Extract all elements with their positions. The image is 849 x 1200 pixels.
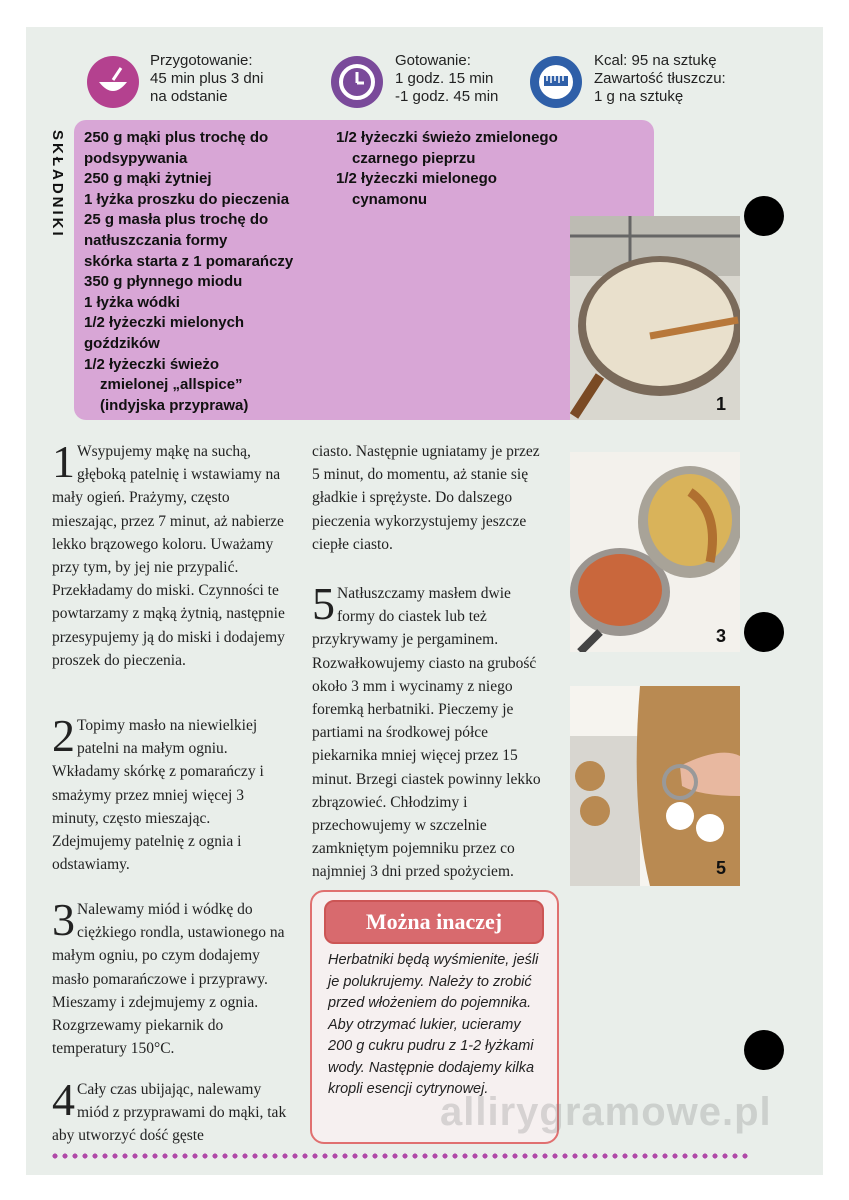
dotted-divider [50,1152,750,1160]
binder-hole [744,196,784,236]
photo-5-number: 5 [716,858,727,878]
ingredients-label: SKŁADNIKI [49,130,66,239]
photo-1-flour-pan [570,216,740,420]
step-4-continued [312,440,548,556]
ingredient-line: czarnego pieprzu [352,149,476,167]
ingredient-line: 25 g masła plus trochę do [84,211,269,229]
ingredient-line: podsypywania [84,149,188,167]
ingredient-line: zmielonej „allspice” [100,376,243,394]
step-2 [52,710,288,876]
ingredients-column-2 [336,128,586,210]
step-1-text: Wsypujemy mąkę na suchą, głęboką patelnię i wstawiamy na mały ogień. Prażymy, często mieszając, przez 7 minut, aż nabierze lekko brązowego koloru. Uważamy przy tym, by jej nie przypalić. Przekładamy do miski. Czynności te powtarzamy z mąką żytnią, następnie przesypujemy ją do miski i dodajemy proszek do pieczenia. [52,443,285,669]
step-5-number: 5 [312,578,335,629]
ingredient-line: 250 g mąki żytniej [84,170,212,188]
ingredient-line: 1/2 łyżeczki mielonego [336,170,497,188]
ingredient-line: 350 g płynnego miodu [84,273,243,291]
step-2-number: 2 [52,710,75,761]
ingredient-line: skórka starta z 1 pomarańczy [84,252,294,270]
step-4-continued-text: ciasto. Następnie ugniatamy je przez 5 minut, do momentu, aż stanie się gładkie i sprężyste. Do dalszego pieczenia wykorzystujemy jeszcze ciepłe ciasto. [312,443,540,553]
step-3 [52,894,288,1060]
ingredient-line: 1/2 łyżeczki świeżo [84,355,220,373]
ingredients-column-1 [84,128,334,416]
cook-time: Gotowanie: 1 godz. 15 min -1 godz. 45 min [395,52,499,105]
step-2-text: Topimy masło na niewielkiej patelni na małym ogniu. Wkładamy skórkę z pomarańczy i smażymy przez mniej więcej 3 minuty, często mieszając. Zdejmujemy patelnię z ognia i odstawiamy. [52,717,264,874]
step-3-text: Nalewamy miód i wódkę do ciężkiego rondla, ustawionego na małym ogniu, po czym dodajemy masło pomarańczowe i przyprawy. Mieszamy i zdejmujemy z ognia. Rozgrzewamy piekarnik do temperatury 150°C. [52,901,285,1058]
step-4-text: Cały czas ubijając, nalewamy miód z przyprawami do mąki, tak aby utworzyć dość gęste [52,1081,287,1145]
mixing-bowl-icon [87,56,139,108]
step-5 [312,578,548,884]
photo-3-melted-butter [570,452,740,652]
step-1 [52,436,288,672]
ingredient-line: goździków [84,334,160,352]
scale-icon [530,56,582,108]
ingredient-line: 1 łyżka wódki [84,293,180,311]
step-4-number: 4 [52,1074,75,1125]
tip-body: Herbatniki będą wyśmienite, jeśli je polukrujemy. Należy to zrobić przed włożeniem do pojemnika. Aby otrzymać lukier, ucieramy 200 g cukru pudru z 1-2 łyżkami wody. Następnie dodajemy kilka kropli esencji cytrynowej. [328,952,539,1097]
nutrition-info: Kcal: 95 na sztukę Zawartość tłuszczu: 1 g na sztukę [594,52,726,105]
step-3-number: 3 [52,894,75,945]
step-4 [52,1074,288,1148]
photo-1-number: 1 [716,394,727,414]
ingredient-line: 1/2 łyżeczki świeżo zmielonego [336,129,558,146]
binder-hole [744,1030,784,1070]
ingredient-line: (indyjska przyprawa) [100,396,249,414]
ingredient-line: 250 g mąki plus trochę do [84,129,269,146]
ingredient-line: 1/2 łyżeczki mielonych [84,314,245,332]
step-5-text: Natłuszczamy masłem dwie formy do ciastek lub też przykrywamy je pergaminem. Rozwałkowujemy ciasto na grubość około 3 mm i wycinamy z niego foremką herbatniki. Pieczemy je partiami na środkowej półce piekarnika mniej więcej przez 15 minut. Brzegi ciastek powinny lekko zbrązowieć. Chłodzimy i przechowujemy w szczelnie zamkniętym pojemniku przez co najmniej 3 dni przed spożyciem. [312,585,541,881]
ingredient-line: natłuszczania formy [84,231,228,249]
binder-hole [744,612,784,652]
step-1-number: 1 [52,436,75,487]
ingredient-line: cynamonu [352,190,428,208]
ingredient-line: 1 łyżka proszku do pieczenia [84,190,290,208]
photo-3-number: 3 [716,626,727,646]
photo-5-cutting-cookies [570,686,740,886]
watermark: allirygramowe.pl [440,1090,772,1134]
clock-icon [331,56,383,108]
prep-time: Przygotowanie: 45 min plus 3 dni na odstanie [150,52,264,105]
tip-title: Można inaczej [324,900,544,944]
